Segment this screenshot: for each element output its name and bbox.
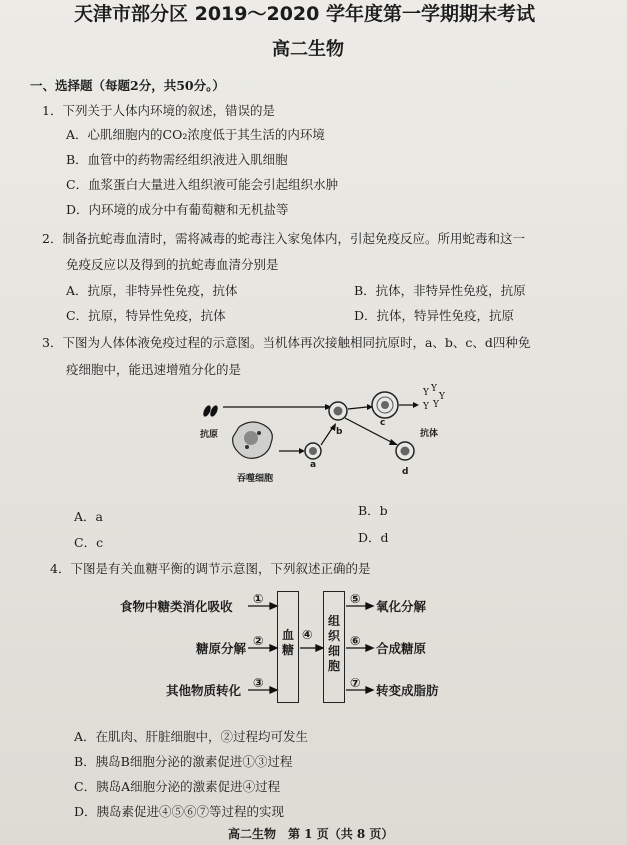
process-6-label: ⑥ xyxy=(350,633,361,648)
tissue-cell-box xyxy=(323,591,345,703)
q1-option-b: B．血管中的药物需经组织液进入肌细胞 xyxy=(66,152,288,167)
fate-glycogen: 合成糖原 xyxy=(376,641,427,656)
svg-text:Y: Y xyxy=(431,384,437,394)
process-7-label: ⑦ xyxy=(350,675,361,690)
q4-option-a: A．在肌肉、肝脏细胞中，②过程均可发生 xyxy=(74,729,309,744)
process-1-label: ① xyxy=(253,591,264,606)
q2-option-b: B．抗体，非特异性免疫，抗原 xyxy=(354,283,526,298)
fate-oxidation: 氧化分解 xyxy=(376,599,427,614)
q4-option-b: B．胰岛B细胞分泌的激素促进①③过程 xyxy=(74,754,293,769)
q2-option-d: D．抗体，特异性免疫，抗原 xyxy=(354,308,515,323)
glucose-arrows xyxy=(240,585,390,705)
label-antigen: 抗原 xyxy=(200,430,219,440)
blood-sugar-label: 血糖 xyxy=(282,628,295,657)
q2-option-a: A．抗原，非特异性免疫，抗体 xyxy=(66,283,238,298)
label-phagocyte: 吞噬细胞 xyxy=(237,474,274,484)
section-heading: 一、选择题（每题2分，共50分。） xyxy=(30,78,225,93)
q4-option-d: D．胰岛素促进④⑤⑥⑦等过程的实现 xyxy=(74,804,285,819)
q2-option-c: C．抗原，特异性免疫，抗体 xyxy=(66,308,226,323)
q4-stem: 4．下图是有关血糖平衡的调节示意图，下列叙述正确的是 xyxy=(50,561,371,576)
blood-sugar-box xyxy=(277,591,299,703)
source-conversion: 其他物质转化 xyxy=(166,683,242,698)
tissue-cell-label: 组织细胞 xyxy=(328,614,341,673)
cell-a-icon xyxy=(305,443,321,459)
label-antibody: 抗体 xyxy=(420,429,439,439)
q3-option-c: C．c xyxy=(74,535,104,550)
svg-text:Y: Y xyxy=(439,392,445,402)
label-d: d xyxy=(402,467,409,477)
q1-option-d: D．内环境的成分中有葡萄糖和无机盐等 xyxy=(66,202,289,217)
process-5-label: ⑤ xyxy=(350,591,361,606)
phagocyte-cell-icon xyxy=(233,422,273,458)
q1-option-c: C．血浆蛋白大量进入组织液可能会引起组织水肿 xyxy=(66,177,339,192)
fate-fat: 转变成脂肪 xyxy=(376,683,439,698)
q3-option-b: B．b xyxy=(358,503,388,518)
label-a: a xyxy=(310,460,317,470)
cell-c-icon xyxy=(372,392,398,418)
q1-stem: 1．下列关于人体内环境的叙述，错误的是 xyxy=(42,103,275,118)
source-digestion: 食物中糖类消化吸收 xyxy=(120,599,233,614)
svg-text:Y: Y xyxy=(423,388,429,398)
process-3-label: ③ xyxy=(253,675,264,690)
immune-diagram xyxy=(195,383,455,498)
cell-d-icon xyxy=(396,442,414,460)
page-footer: 高二生物 第 1 页（共 8 页） xyxy=(228,827,394,841)
q3-stem-line2: 疫细胞中，能迅速增殖分化的是 xyxy=(66,362,242,377)
q3-stem-line1: 3．下图为人体体液免疫过程的示意图。当机体再次接触相同抗原时，a、b、c、d四种免 xyxy=(42,335,531,350)
source-glycogenolysis: 糖原分解 xyxy=(196,641,247,656)
antigen-icon xyxy=(202,404,220,417)
antibody-icon xyxy=(422,384,446,412)
q3-option-d: D．d xyxy=(358,530,389,545)
q1-option-a: A．心肌细胞内的CO₂浓度低于其生活的内环境 xyxy=(66,127,325,142)
cell-b-icon xyxy=(329,402,347,420)
exam-subject: 高二生物 xyxy=(272,39,344,60)
label-b: b xyxy=(336,427,343,437)
process-4-label: ④ xyxy=(302,627,313,642)
process-2-label: ② xyxy=(253,633,264,648)
q2-stem-line2: 免疫反应以及得到的抗蛇毒血清分别是 xyxy=(66,257,279,272)
q2-stem-line1: 2．制备抗蛇毒血清时，需将减毒的蛇毒注入家兔体内，引起免疫反应。所用蛇毒和这一 xyxy=(42,231,525,246)
svg-text:Y: Y xyxy=(433,400,439,410)
q3-option-a: A．a xyxy=(74,509,103,524)
label-c: c xyxy=(380,418,386,428)
q4-option-c: C．胰岛A细胞分泌的激素促进④过程 xyxy=(74,779,281,794)
svg-text:Y: Y xyxy=(423,402,429,412)
exam-title: 天津市部分区 2019～2020 学年度第一学期期末考试 xyxy=(74,3,535,25)
